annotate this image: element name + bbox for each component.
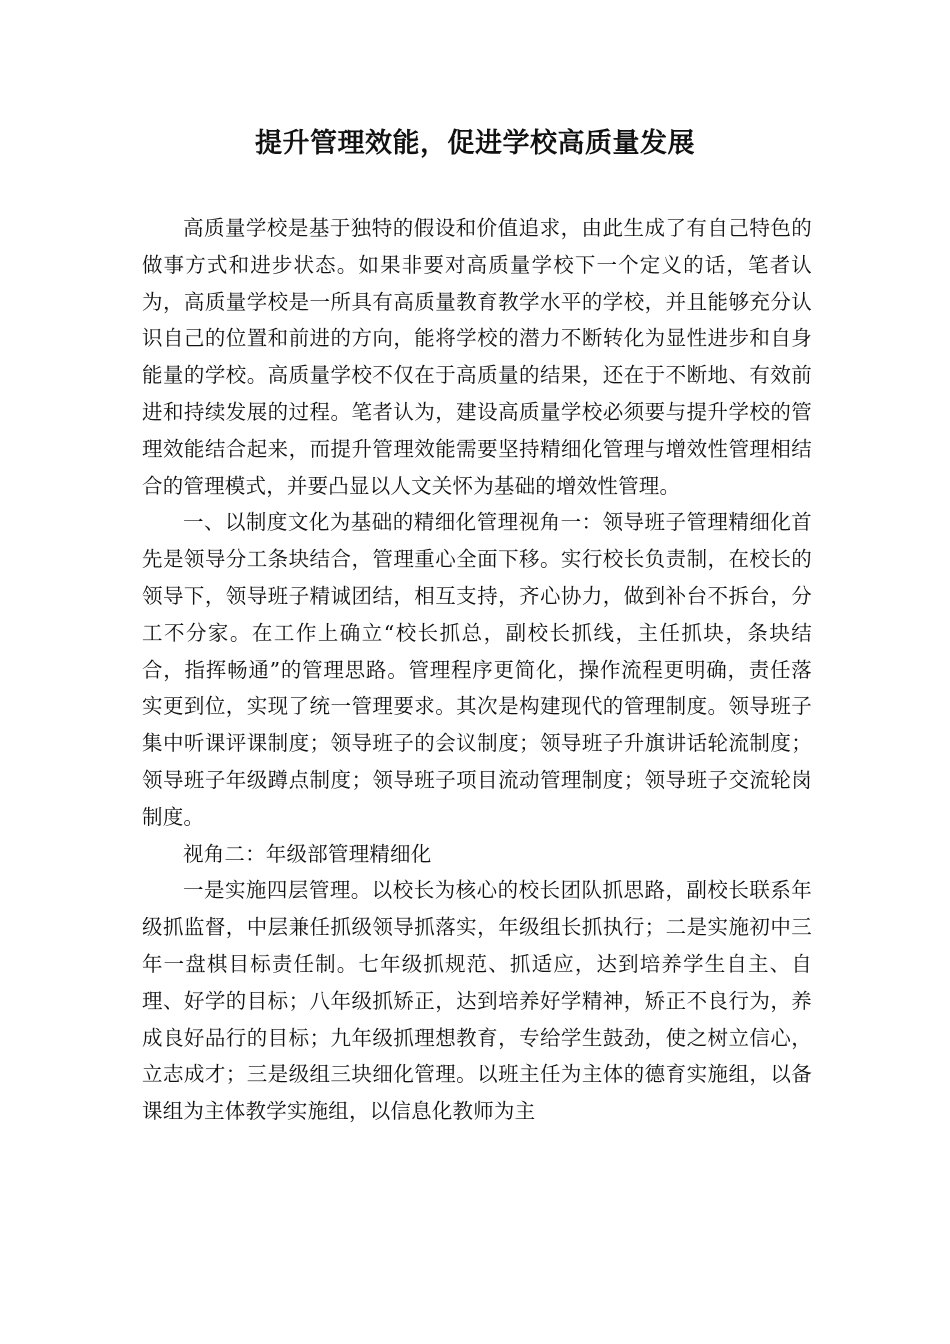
paragraph-heading-perspective-two: 视角二：年级部管理精细化 — [183, 841, 432, 866]
paragraph-intro: 高质量学校是基于独特的假设和价值追求，由此生成了有自己特色的做事方式和进步状态。如果非要对高质量学校下一个定义的话，笔者认为，高质量学校是一所具有高质量教育教学水平的学校，并且能够充分认识自己的位置和前进的方向，能将学校的潜力不断转化为显性进步和自身能量的学校。高质量学校不仅在于高质量的结果，还在于不断地、有效前进和持续发展的过程。笔者认为，建设高质量学校必须要与提升学校的管理效能结合起来，而提升管理效能需要坚持精细化管理与增效性管理相结合的管理模式，并要凸显以人文关怀为基础的增效性管理。 — [142, 216, 812, 498]
document-body — [142, 210, 812, 1130]
paragraph-section-one: 一、以制度文化为基础的精细化管理视角一：领导班子管理精细化首先是领导分工条块结合，管理重心全面下移。实行校长负责制，在校长的领导下，领导班子精诚团结，相互支持，齐心协力，做到补台不拆台，分工不分家。在工作上确立“校长抓总，副校长抓线，主任抓块，条块结合，指挥畅通”的管理思路。管理程序更简化，操作流程更明确，责任落实更到位，实现了统一管理要求。其次是构建现代的管理制度。领导班子集中听课评课制度；领导班子的会议制度；领导班子升旗讲话轮流制度；领导班子年级蹲点制度；领导班子项目流动管理制度；领导班子交流轮岗制度。 — [142, 510, 812, 829]
document-title: 提升管理效能，促进学校高质量发展 — [255, 128, 695, 159]
paragraph-grade-management: 一是实施四层管理。以校长为核心的校长团队抓思路，副校长联系年级抓监督，中层兼任抓级领导抓落实，年级组长抓执行；二是实施初中三年一盘棋目标责任制。七年级抓规范、抓适应，达到培养学生自主、自理、好学的目标；八年级抓矫正，达到培养好学精神，矫正不良行为，养成良好品行的目标；九年级抓理想教育，专给学生鼓劲，使之树立信心，立志成才；三是级组三块细化管理。以班主任为主体的德育实施组，以备课组为主体教学实施组，以信息化教师为主 — [142, 878, 812, 1124]
